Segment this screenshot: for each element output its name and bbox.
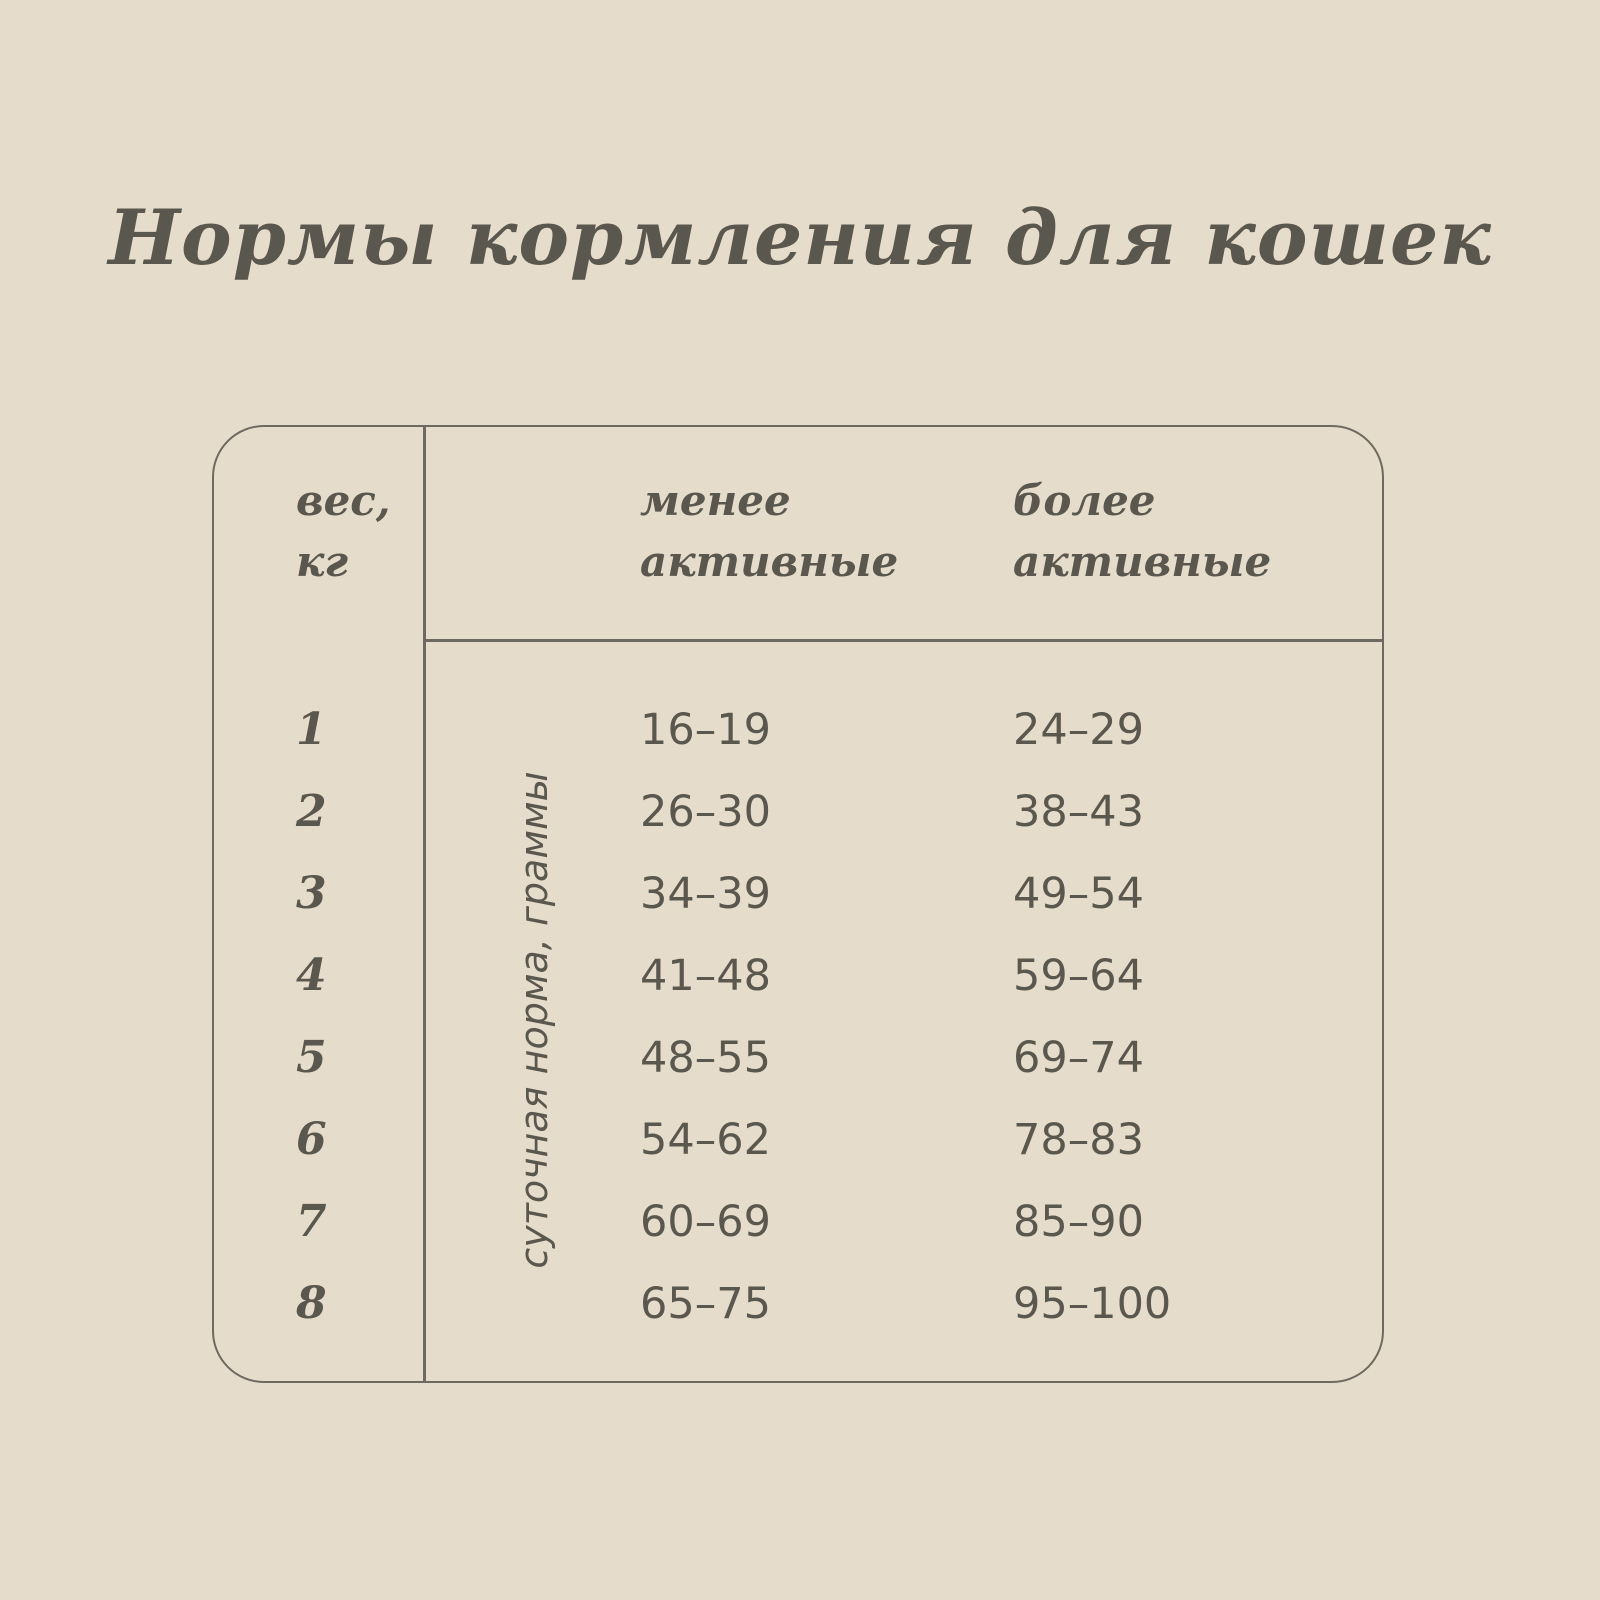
row-weight-5: 5: [296, 1032, 327, 1083]
row-weight-1: 1: [296, 704, 327, 755]
row-less-active-6: 54–62: [640, 1115, 771, 1165]
row-weight-2: 2: [296, 786, 327, 837]
row-less-active-1: 16–19: [640, 705, 771, 755]
row-more-active-1: 24–29: [1013, 705, 1144, 755]
row-less-active-5: 48–55: [640, 1033, 771, 1083]
table-header-divider: [425, 639, 1383, 642]
page-title: Нормы кормления для кошек: [108, 193, 1492, 282]
header-weight-line2: кг: [296, 537, 349, 586]
header-weight: [296, 470, 391, 592]
row-less-active-8: 65–75: [640, 1279, 771, 1329]
row-more-active-7: 85–90: [1013, 1197, 1144, 1247]
row-less-active-2: 26–30: [640, 787, 771, 837]
daily-norm-side-label-text: суточная норма, граммы: [512, 771, 556, 1269]
row-more-active-8: 95–100: [1013, 1279, 1172, 1329]
row-more-active-4: 59–64: [1013, 951, 1144, 1001]
row-weight-7: 7: [296, 1196, 327, 1247]
row-weight-6: 6: [296, 1114, 327, 1165]
header-more-active-line1: более: [1013, 476, 1156, 525]
row-more-active-6: 78–83: [1013, 1115, 1144, 1165]
table-column-divider: [423, 426, 426, 1382]
header-less-active-line1: менее: [640, 476, 791, 525]
row-less-active-4: 41–48: [640, 951, 771, 1001]
header-less-active: [640, 470, 898, 592]
header-more-active: [1013, 470, 1271, 592]
row-more-active-3: 49–54: [1013, 869, 1144, 919]
header-weight-line1: вес,: [296, 476, 391, 525]
row-less-active-3: 34–39: [640, 869, 771, 919]
row-more-active-2: 38–43: [1013, 787, 1144, 837]
row-weight-8: 8: [296, 1278, 327, 1329]
row-less-active-7: 60–69: [640, 1197, 771, 1247]
row-weight-4: 4: [296, 950, 327, 1001]
row-weight-3: 3: [296, 868, 327, 919]
row-more-active-5: 69–74: [1013, 1033, 1144, 1083]
header-more-active-line2: активные: [1013, 537, 1272, 586]
header-less-active-line2: активные: [640, 537, 899, 586]
